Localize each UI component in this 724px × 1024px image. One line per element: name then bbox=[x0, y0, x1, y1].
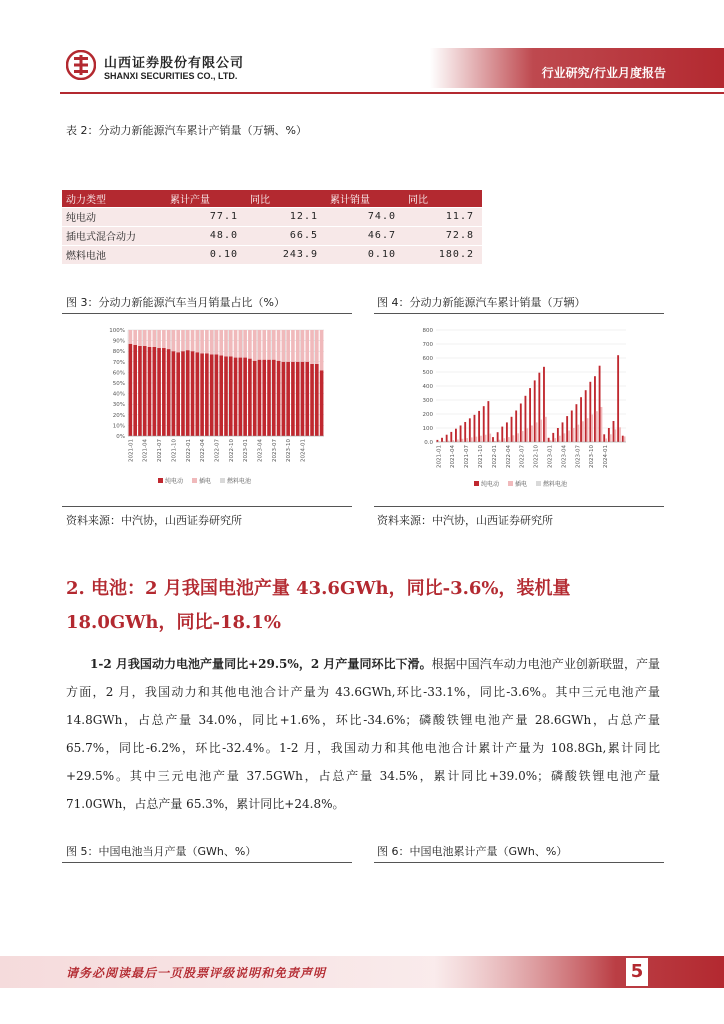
page-number: 5 bbox=[626, 958, 648, 986]
table-row bbox=[62, 226, 482, 245]
bar-插电 bbox=[282, 330, 286, 362]
bar-纯电动 bbox=[229, 357, 233, 437]
paragraph-lead: 1-2 月我国动力电池产量同比+29.5%，2 月产量同环比下滑。 bbox=[90, 657, 432, 671]
x-tick-label: 2023-07 bbox=[575, 445, 582, 468]
bar-纯电动 bbox=[557, 428, 559, 442]
bar-插电 bbox=[536, 422, 538, 442]
x-tick-label: 2022-01 bbox=[491, 445, 498, 468]
legend-label: 插电 bbox=[515, 481, 528, 488]
page-header bbox=[0, 0, 724, 100]
bar-插电 bbox=[554, 438, 556, 442]
company-logo-icon bbox=[66, 50, 96, 80]
bar-纯电动 bbox=[143, 346, 147, 436]
bar-纯电动 bbox=[305, 362, 309, 436]
table2-caption: 表 2：分动力新能源汽车累计产销量（万辆、%） bbox=[66, 124, 307, 137]
bar-纯电动 bbox=[441, 438, 443, 442]
table-cell: 0.10 bbox=[326, 245, 404, 264]
bar-插电 bbox=[291, 330, 295, 362]
bar-插电 bbox=[191, 330, 195, 351]
table-cell: 77.1 bbox=[166, 207, 246, 226]
x-tick-label: 2024-01 bbox=[300, 439, 307, 462]
y-tick-label: 60% bbox=[112, 370, 125, 377]
bar-纯电动 bbox=[511, 417, 513, 442]
fig3-top-rule bbox=[62, 313, 352, 314]
fig6-top-rule bbox=[374, 862, 664, 863]
table-cell: 12.1 bbox=[246, 207, 326, 226]
x-tick-label: 2021-01 bbox=[436, 445, 443, 468]
bar-纯电动 bbox=[543, 367, 545, 442]
legend-swatch bbox=[536, 481, 541, 486]
table-cell: 74.0 bbox=[326, 207, 404, 226]
y-tick-label: 30% bbox=[112, 402, 125, 409]
bar-插电 bbox=[559, 436, 561, 442]
bar-纯电动 bbox=[492, 437, 494, 442]
bar-纯电动 bbox=[315, 364, 319, 436]
x-tick-label: 2021-04 bbox=[450, 445, 457, 468]
bar-插电 bbox=[262, 330, 266, 360]
bar-插电 bbox=[568, 431, 570, 442]
bar-纯电动 bbox=[200, 353, 204, 436]
table-header-cell: 累计产量 bbox=[166, 190, 246, 207]
bar-纯电动 bbox=[478, 411, 480, 442]
bar-纯电动 bbox=[594, 376, 596, 442]
bar-插电 bbox=[587, 418, 589, 442]
x-tick-label: 2022-01 bbox=[185, 439, 192, 462]
bar-纯电动 bbox=[534, 380, 536, 442]
fig4-source: 资料来源：中汽协，山西证券研究所 bbox=[377, 514, 553, 527]
legend-swatch bbox=[158, 478, 163, 483]
legend-label: 插电 bbox=[199, 478, 212, 485]
bar-纯电动 bbox=[483, 406, 485, 442]
bar-纯电动 bbox=[277, 361, 281, 436]
y-tick-label: 10% bbox=[112, 423, 125, 430]
y-tick-label: 50% bbox=[112, 381, 125, 387]
company-name-cn: 山西证券股份有限公司 bbox=[104, 56, 245, 71]
bar-插电 bbox=[526, 428, 528, 442]
y-tick-label: 40% bbox=[112, 391, 125, 398]
x-tick-label: 2022-10 bbox=[533, 445, 540, 468]
bar-纯电动 bbox=[585, 390, 587, 442]
bar-插电 bbox=[286, 330, 290, 362]
table-cell: 180.2 bbox=[404, 245, 482, 264]
bar-插电 bbox=[499, 440, 501, 442]
bar-纯电动 bbox=[538, 373, 540, 442]
bar-插电 bbox=[489, 434, 491, 442]
bar-纯电动 bbox=[301, 362, 305, 436]
bar-插电 bbox=[224, 330, 228, 357]
table2 bbox=[62, 190, 482, 264]
y-tick-label: 200 bbox=[422, 412, 433, 418]
bar-纯电动 bbox=[446, 435, 448, 442]
legend-swatch bbox=[474, 481, 479, 486]
y-tick-label: 300 bbox=[422, 398, 433, 404]
fig5-caption: 图 5：中国电池当月产量（GWh、%） bbox=[66, 845, 257, 858]
y-tick-label: 90% bbox=[112, 338, 125, 345]
bar-插电 bbox=[267, 330, 271, 360]
bar-插电 bbox=[624, 436, 626, 442]
table-row bbox=[62, 207, 482, 226]
y-tick-label: 0% bbox=[116, 434, 125, 440]
bar-插电 bbox=[480, 436, 482, 442]
x-tick-label: 2021-07 bbox=[157, 439, 164, 462]
bar-纯电动 bbox=[529, 388, 531, 442]
bar-纯电动 bbox=[474, 415, 476, 442]
bar-纯电动 bbox=[253, 361, 257, 436]
table-cell: 243.9 bbox=[246, 245, 326, 264]
x-tick-label: 2021-10 bbox=[171, 439, 178, 462]
x-tick-label: 2022-04 bbox=[505, 445, 512, 468]
legend-swatch bbox=[508, 481, 513, 486]
bar-纯电动 bbox=[525, 396, 527, 442]
fig3-source: 资料来源：中汽协，山西证券研究所 bbox=[66, 514, 242, 527]
bar-纯电动 bbox=[469, 418, 471, 442]
legend-swatch bbox=[192, 478, 197, 483]
bar-插电 bbox=[215, 330, 219, 354]
bar-插电 bbox=[176, 330, 180, 352]
bar-插电 bbox=[205, 330, 209, 353]
bar-纯电动 bbox=[599, 366, 601, 442]
bar-插电 bbox=[471, 437, 473, 442]
bar-插电 bbox=[601, 407, 603, 442]
fig5-top-rule bbox=[62, 862, 352, 863]
x-tick-label: 2022-07 bbox=[519, 445, 526, 468]
bar-纯电动 bbox=[167, 349, 171, 436]
bar-纯电动 bbox=[186, 350, 190, 436]
report-type-label: 行业研究/行业月度报告 bbox=[541, 66, 666, 80]
bar-插电 bbox=[610, 434, 612, 442]
bar-插电 bbox=[138, 330, 142, 346]
bar-插电 bbox=[301, 330, 305, 362]
bar-纯电动 bbox=[613, 421, 615, 442]
bar-纯电动 bbox=[205, 353, 209, 436]
fig4-bottom-rule bbox=[374, 506, 664, 507]
y-tick-label: 400 bbox=[422, 384, 433, 390]
bar-插电 bbox=[296, 330, 300, 362]
bar-插电 bbox=[310, 330, 314, 364]
bar-纯电动 bbox=[224, 357, 228, 437]
x-tick-label: 2023-01 bbox=[547, 445, 554, 468]
bar-纯电动 bbox=[501, 427, 503, 442]
bar-纯电动 bbox=[603, 434, 605, 442]
bar-纯电动 bbox=[196, 352, 200, 436]
bar-纯电动 bbox=[282, 362, 286, 436]
bar-插电 bbox=[563, 433, 565, 442]
bar-插电 bbox=[512, 435, 514, 442]
bar-插电 bbox=[234, 330, 238, 358]
table-header-cell: 动力类型 bbox=[62, 190, 166, 207]
section-title: 2. 电池：2 月我国电池产量 43.6GWh，同比-3.6%，装机量 18.0GWh，同比-18.1% bbox=[66, 578, 571, 633]
bar-纯电动 bbox=[152, 347, 156, 436]
bar-纯电动 bbox=[176, 352, 180, 436]
bar-插电 bbox=[503, 438, 505, 442]
y-tick-label: 700 bbox=[422, 342, 433, 348]
bar-纯电动 bbox=[506, 422, 508, 442]
bar-插电 bbox=[596, 411, 598, 442]
bar-纯电动 bbox=[575, 404, 577, 442]
table-cell: 72.8 bbox=[404, 226, 482, 245]
bar-纯电动 bbox=[138, 346, 142, 436]
bar-插电 bbox=[258, 330, 262, 360]
bar-纯电动 bbox=[464, 422, 466, 442]
y-tick-label: 100% bbox=[109, 328, 125, 334]
bar-纯电动 bbox=[589, 382, 591, 442]
bar-纯电动 bbox=[258, 360, 262, 436]
bar-纯电动 bbox=[548, 438, 550, 442]
table-cell: 66.5 bbox=[246, 226, 326, 245]
bar-纯电动 bbox=[262, 360, 266, 436]
bar-纯电动 bbox=[267, 360, 271, 436]
bar-插电 bbox=[277, 330, 281, 361]
bar-纯电动 bbox=[162, 348, 166, 436]
bar-插电 bbox=[143, 330, 147, 346]
x-tick-label: 2022-04 bbox=[200, 439, 207, 462]
legend-label: 燃料电池 bbox=[227, 478, 252, 485]
bar-纯电动 bbox=[617, 355, 619, 442]
bar-插电 bbox=[157, 330, 161, 348]
bar-纯电动 bbox=[450, 432, 452, 442]
bar-纯电动 bbox=[310, 364, 314, 436]
legend-label: 纯电动 bbox=[481, 481, 500, 488]
bar-插电 bbox=[320, 330, 324, 370]
bar-插电 bbox=[457, 439, 459, 442]
bar-纯电动 bbox=[608, 428, 610, 442]
table-header-row bbox=[62, 190, 482, 207]
y-tick-label: 80% bbox=[112, 349, 125, 356]
bar-纯电动 bbox=[566, 416, 568, 442]
bar-纯电动 bbox=[181, 351, 185, 436]
bar-插电 bbox=[148, 330, 152, 347]
x-tick-label: 2023-10 bbox=[589, 445, 596, 468]
bar-纯电动 bbox=[622, 436, 624, 442]
bar-插电 bbox=[196, 330, 200, 352]
bar-纯电动 bbox=[219, 355, 223, 436]
bar-纯电动 bbox=[520, 404, 522, 443]
bar-纯电动 bbox=[210, 354, 214, 436]
bar-插电 bbox=[253, 330, 257, 361]
paragraph-body: 根据中国汽车动力电池产业创新联盟，产量方面，2 月，我国动力和其他电池合计产量为 43.6GWh,环比-33.1%，同比-3.6%。其中三元电池产量 14.8GWh，占总产量 34.0%，同比+1.6%，环比-34.6%；磷酸铁锂电池产量 28.6GWh，占总产量 65.7%，同比-6.2%，环比-32.4%。1-2 月，我国动力和其他电池合计累计产量为 108.8Gh,累计同比+29.5%。其中三元电池产量 37.5GWh，占总产量 34.5%，累计同比+39.0%；磷酸铁锂电池产量 71.0GWh，占总产量 65.3%，累计同比+24.8%。 bbox=[66, 657, 660, 811]
bar-插电 bbox=[272, 330, 276, 360]
bar-插电 bbox=[186, 330, 190, 350]
table-cell: 11.7 bbox=[404, 207, 482, 226]
x-tick-label: 2024-01 bbox=[603, 445, 610, 468]
bar-插电 bbox=[248, 330, 252, 359]
company-name-en: SHANXI SECURITIES CO., LTD. bbox=[104, 71, 238, 81]
x-tick-label: 2022-07 bbox=[214, 439, 221, 462]
footer-disclaimer: 请务必阅读最后一页股票评级说明和免责声明 bbox=[66, 966, 327, 980]
x-tick-label: 2023-01 bbox=[243, 439, 250, 462]
bar-纯电动 bbox=[552, 433, 554, 442]
bar-纯电动 bbox=[129, 344, 133, 436]
table-cell: 48.0 bbox=[166, 226, 246, 245]
bar-插电 bbox=[605, 439, 607, 443]
fig3-caption: 图 3：分动力新能源汽车当月销量占比（%） bbox=[66, 296, 285, 309]
table-cell: 纯电动 bbox=[62, 207, 166, 226]
y-tick-label: 600 bbox=[422, 356, 433, 362]
bar-插电 bbox=[614, 429, 616, 442]
bar-纯电动 bbox=[172, 351, 176, 436]
fig3-bottom-rule bbox=[62, 506, 352, 507]
bar-纯电动 bbox=[272, 360, 276, 436]
x-tick-label: 2023-10 bbox=[286, 439, 293, 462]
bar-插电 bbox=[315, 330, 319, 364]
y-tick-label: 100 bbox=[422, 426, 433, 432]
bar-插电 bbox=[200, 330, 204, 353]
x-tick-label: 2021-04 bbox=[142, 439, 149, 462]
bar-插电 bbox=[522, 431, 524, 442]
bar-插电 bbox=[508, 437, 510, 442]
bar-纯电动 bbox=[497, 432, 499, 442]
table-cell: 插电式混合动力 bbox=[62, 226, 166, 245]
bar-插电 bbox=[573, 428, 575, 442]
table-header-cell: 同比 bbox=[404, 190, 482, 207]
x-tick-label: 2022-10 bbox=[228, 439, 235, 462]
bar-插电 bbox=[181, 330, 185, 351]
legend-label: 燃料电池 bbox=[543, 481, 568, 488]
y-tick-label: 0.0 bbox=[424, 440, 433, 446]
legend-label: 纯电动 bbox=[165, 478, 184, 485]
x-tick-label: 2021-10 bbox=[478, 445, 485, 468]
bar-纯电动 bbox=[291, 362, 295, 436]
body-paragraph bbox=[66, 650, 660, 818]
bar-纯电动 bbox=[436, 440, 438, 442]
table-header-cell: 累计销量 bbox=[326, 190, 404, 207]
y-tick-label: 20% bbox=[112, 412, 125, 419]
bar-插电 bbox=[619, 427, 621, 442]
bar-纯电动 bbox=[243, 358, 247, 436]
bar-插电 bbox=[517, 433, 519, 442]
table-cell: 0.10 bbox=[166, 245, 246, 264]
bar-纯电动 bbox=[191, 351, 195, 436]
bar-纯电动 bbox=[148, 347, 152, 436]
bar-插电 bbox=[475, 437, 477, 442]
bar-插电 bbox=[229, 330, 233, 357]
fig4-top-rule bbox=[374, 313, 664, 314]
x-tick-label: 2023-04 bbox=[257, 439, 264, 462]
bar-纯电动 bbox=[571, 411, 573, 443]
bar-插电 bbox=[305, 330, 309, 362]
fig3-chart bbox=[62, 318, 352, 498]
x-tick-label: 2023-04 bbox=[561, 445, 568, 468]
bar-纯电动 bbox=[286, 362, 290, 436]
bar-插电 bbox=[485, 435, 487, 442]
bar-纯电动 bbox=[562, 422, 564, 442]
bar-纯电动 bbox=[234, 358, 238, 436]
bar-插电 bbox=[577, 425, 579, 442]
bar-插电 bbox=[466, 438, 468, 442]
bar-插电 bbox=[133, 330, 137, 345]
legend-swatch bbox=[220, 478, 225, 483]
bar-插电 bbox=[545, 417, 547, 442]
bar-插电 bbox=[582, 421, 584, 442]
fig6-caption: 图 6：中国电池累计产量（GWh、%） bbox=[377, 845, 568, 858]
bar-纯电动 bbox=[133, 345, 137, 436]
bar-插电 bbox=[129, 330, 133, 344]
y-tick-label: 800 bbox=[422, 328, 433, 334]
fig4-caption: 图 4：分动力新能源汽车累计销量（万辆） bbox=[377, 296, 586, 309]
bar-纯电动 bbox=[580, 397, 582, 442]
bar-纯电动 bbox=[455, 429, 457, 442]
bar-插电 bbox=[219, 330, 223, 355]
bar-插电 bbox=[531, 425, 533, 442]
bar-纯电动 bbox=[157, 348, 161, 436]
bar-插电 bbox=[239, 330, 243, 358]
bar-纯电动 bbox=[215, 354, 219, 436]
y-tick-label: 500 bbox=[422, 370, 433, 376]
x-tick-label: 2023-07 bbox=[271, 439, 278, 462]
bar-纯电动 bbox=[239, 358, 243, 436]
x-tick-label: 2021-01 bbox=[128, 439, 135, 462]
x-tick-label: 2021-07 bbox=[464, 445, 471, 468]
bar-插电 bbox=[591, 415, 593, 442]
table-row bbox=[62, 245, 482, 264]
header-rule bbox=[60, 92, 724, 94]
fig4-chart bbox=[374, 318, 664, 498]
y-tick-label: 70% bbox=[112, 359, 125, 366]
bar-插电 bbox=[461, 439, 463, 442]
bar-插电 bbox=[243, 330, 247, 358]
bar-纯电动 bbox=[296, 362, 300, 436]
bar-插电 bbox=[172, 330, 176, 351]
bar-插电 bbox=[167, 330, 171, 349]
bar-纯电动 bbox=[320, 370, 324, 436]
bar-纯电动 bbox=[248, 359, 252, 436]
bar-插电 bbox=[210, 330, 214, 354]
bar-纯电动 bbox=[460, 425, 462, 442]
bar-纯电动 bbox=[487, 401, 489, 442]
table-cell: 46.7 bbox=[326, 226, 404, 245]
table-cell: 燃料电池 bbox=[62, 245, 166, 264]
bar-插电 bbox=[162, 330, 166, 348]
bar-插电 bbox=[540, 420, 542, 442]
table-header-cell: 同比 bbox=[246, 190, 326, 207]
bar-纯电动 bbox=[515, 411, 517, 443]
bar-插电 bbox=[152, 330, 156, 347]
